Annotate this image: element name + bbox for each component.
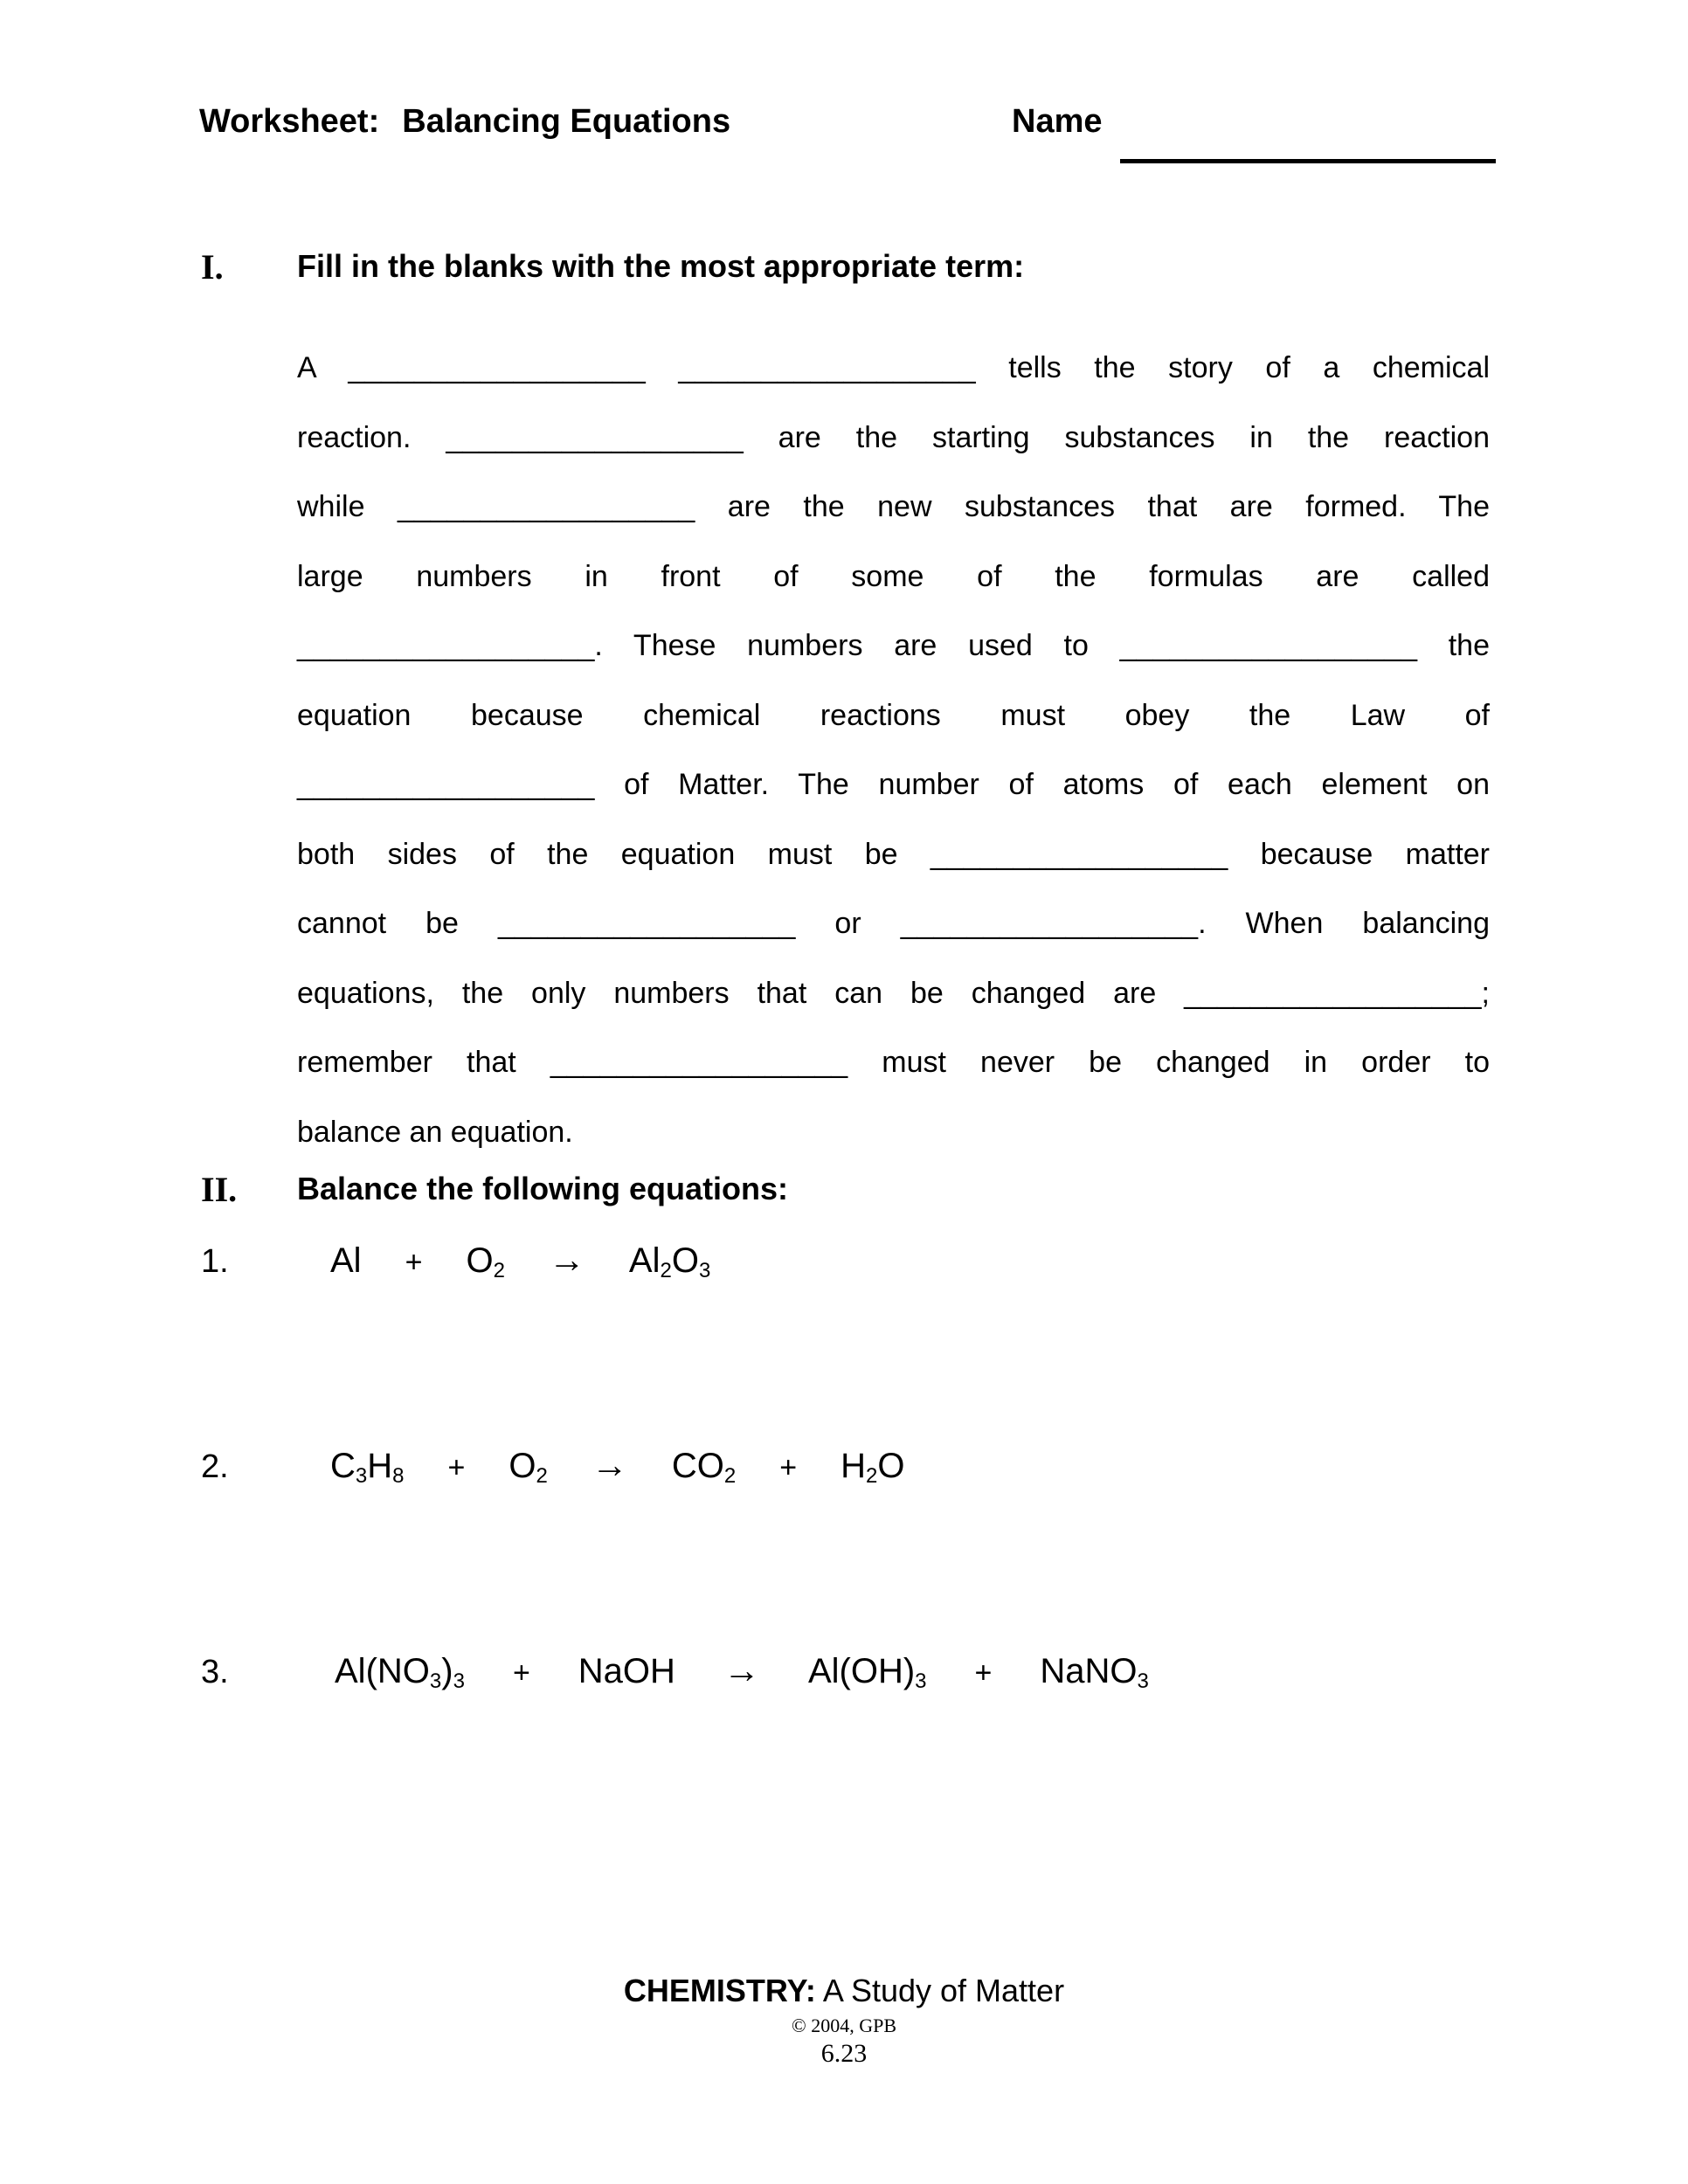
- paragraph-line: both sides of the equation must be __________________ because matter: [297, 837, 1490, 871]
- paragraph-line: __________________. These numbers are used to __________________ the: [297, 629, 1490, 662]
- plus-operator: +: [974, 1656, 993, 1690]
- name-blank-line: [1120, 122, 1496, 163]
- footer-series-bold: CHEMISTRY:: [623, 1973, 816, 2008]
- paragraph-line: while __________________ are the new substances that are formed. The: [297, 490, 1490, 523]
- footer-series-title: [0, 1973, 1688, 2009]
- worksheet-title: Balancing Equations: [402, 103, 731, 140]
- yields-arrow: →: [591, 1444, 628, 1485]
- formula-al-oh-3: $Al(OH)_3$: [807, 1652, 927, 1693]
- equation-2-number: 2.: [201, 1448, 229, 1485]
- formula-h2o: $H_2O$: [841, 1447, 905, 1488]
- section1-heading: Fill in the blanks with the most appropriate term:: [297, 248, 1025, 284]
- paragraph-line: cannot be __________________ or __________________. When balancing: [297, 907, 1490, 940]
- formula-co2: $CO_2$: [671, 1447, 737, 1488]
- equation-2: [201, 1444, 904, 1486]
- formula-naoh: NaOH: [578, 1652, 675, 1690]
- equation-3-number: 3.: [201, 1654, 229, 1690]
- plus-operator: +: [405, 1246, 423, 1279]
- worksheet-header: [199, 103, 730, 141]
- section2-heading: Balance the following equations:: [297, 1171, 789, 1206]
- formula-al-no3-3: $Al(NO_3)_3$: [335, 1652, 465, 1693]
- footer-page-number: 6.23: [820, 2039, 868, 2068]
- formula-o2: $O_2$: [466, 1241, 505, 1282]
- paragraph-line: balance an equation.: [297, 1115, 573, 1149]
- paragraph-line: __________________ of Matter. The number of atoms of each element on: [297, 768, 1490, 801]
- worksheet-label: Worksheet:: [199, 103, 380, 140]
- footer-series-rest: A Study of Matter: [822, 1973, 1065, 2008]
- formula-al: Al: [330, 1241, 362, 1280]
- equation-1: [201, 1239, 710, 1281]
- paragraph-line: remember that __________________ must never be changed in order to: [297, 1046, 1490, 1079]
- formula-nano3: NaNO$_3$: [1040, 1652, 1149, 1693]
- section1-numeral: I.: [201, 247, 224, 287]
- plus-operator: +: [447, 1451, 466, 1484]
- fill-in-paragraph: [297, 334, 1490, 1167]
- paragraph-line: A __________________ __________________ tells the story of a chemical: [297, 351, 1490, 384]
- name-label: Name: [1012, 103, 1103, 140]
- footer-copyright: © 2004, GPB: [791, 2015, 896, 2036]
- section2-numeral: II.: [201, 1170, 238, 1209]
- paragraph-line: large numbers in front of some of the formulas are called: [297, 559, 1490, 593]
- equation-1-number: 1.: [201, 1243, 229, 1280]
- yields-arrow: →: [548, 1239, 585, 1280]
- yields-arrow: →: [723, 1649, 760, 1690]
- page-footer: [0, 1973, 1688, 2069]
- plus-operator: +: [779, 1451, 798, 1484]
- formula-al2o3: $Al_2O_3$: [628, 1241, 711, 1282]
- formula-c3h8: $C_3H_8$: [330, 1447, 405, 1488]
- paragraph-line: equation because chemical reactions must obey the Law of: [297, 698, 1490, 732]
- formula-o2: $O_2$: [508, 1447, 548, 1488]
- plus-operator: +: [512, 1656, 530, 1690]
- paragraph-line: equations, the only numbers that can be changed are __________________;: [297, 976, 1490, 1010]
- paragraph-line: reaction. __________________ are the starting substances in the reaction: [297, 420, 1490, 454]
- equation-3: [201, 1649, 1149, 1691]
